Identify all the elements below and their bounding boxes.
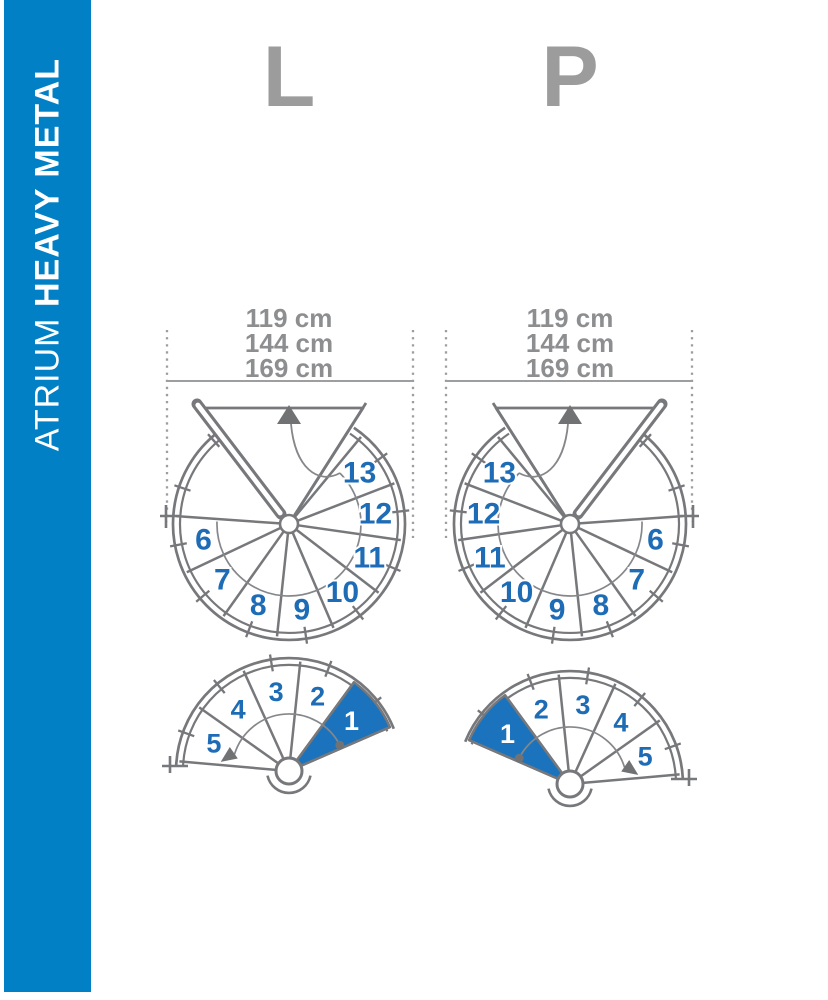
baluster-tick [672,543,689,546]
dimension-label: 144 cm [244,328,334,358]
center-pole [557,771,583,797]
dimension-label: 119 cm [245,303,333,333]
step-number: 9 [548,593,566,627]
stair-plan-diagram-right [436,300,726,830]
step-number: 11 [353,541,386,575]
step-number: 8 [249,588,267,622]
dimension-label: 144 cm [525,328,615,358]
step-number: 13 [482,456,517,490]
step-number: 6 [195,523,212,557]
brand-sidebar [4,0,91,992]
walkline-start-dot [515,754,524,763]
step-number: 9 [293,593,311,627]
baluster-tick [586,668,589,685]
stair-plan-diagram-left [155,300,445,830]
step-edge [277,533,288,637]
variant-letter: L [262,29,316,125]
brand-title [28,58,67,451]
step-number: 5 [637,741,653,772]
dimension-label: 169 cm [525,353,615,383]
step-number: 12 [358,497,393,531]
step-number: 10 [325,576,360,610]
step-edge [579,516,683,523]
step-number: 12 [466,497,501,531]
step-number: 1 [343,706,360,736]
walkline-start-dot [335,741,344,750]
brand-series-name: HEAVY METAL [28,58,66,308]
step-number: 4 [613,707,629,738]
step-edge [576,774,680,783]
baluster-tick [552,627,555,644]
step-number: 13 [342,456,377,490]
step-number: 5 [206,728,222,759]
baluster-tick [450,510,467,512]
center-pole [280,515,298,533]
step-number: 4 [230,694,246,725]
baluster-tick [305,627,308,644]
brand-name: ATRIUM [28,317,66,452]
step-number: 7 [628,563,646,597]
dimension-label: 169 cm [244,353,334,383]
step-edge [179,761,283,770]
center-pole [561,515,579,533]
variant-column-left [155,0,445,1000]
baluster-tick [170,543,187,546]
step-number: 1 [499,719,516,749]
step-number: 3 [575,690,591,720]
step-number: 10 [499,576,534,610]
step-number: 7 [213,563,231,597]
baluster-tick [270,655,273,672]
variant-column-right [436,0,726,1000]
variant-letter: P [541,29,599,125]
step-edge [571,533,582,637]
baluster-tick [392,510,409,512]
step-number: 11 [473,541,506,575]
step-edge [176,516,280,523]
step-number: 6 [647,523,664,557]
step-number: 2 [533,694,549,725]
dimension-label: 119 cm [526,303,614,333]
step-number: 2 [310,681,326,712]
step-number: 8 [592,588,610,622]
step-number: 3 [268,677,284,707]
center-pole [276,758,302,784]
